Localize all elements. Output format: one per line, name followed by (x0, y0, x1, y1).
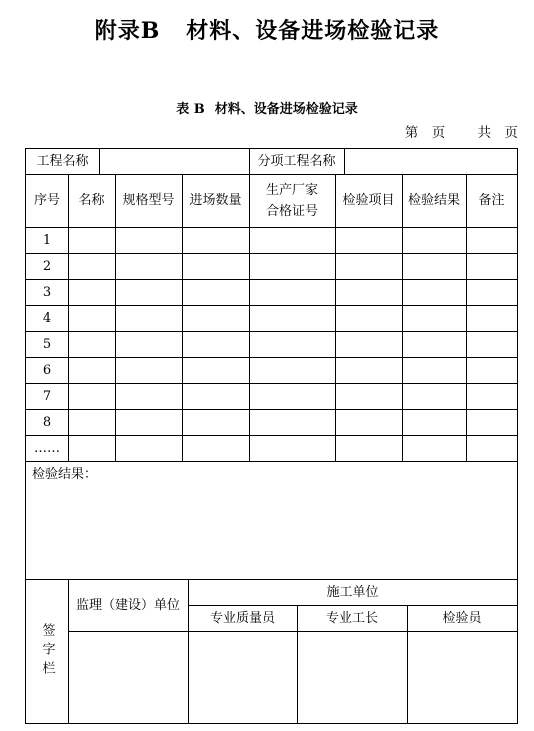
row-number: …… (34, 440, 60, 456)
grid-line (26, 383, 517, 384)
table-title-text: 材料、设备进场检验记录 (214, 102, 358, 117)
project-name-field[interactable] (99, 149, 249, 174)
project-name-label: 工程名称 (36, 154, 89, 169)
row-number: 3 (42, 284, 52, 300)
row-number: 7 (42, 388, 52, 404)
column-header-name: 名称 (78, 193, 105, 208)
grid-line (26, 305, 517, 306)
grid-line (26, 253, 517, 254)
grid-line (26, 409, 517, 410)
column-header-spec-model: 规格型号 (122, 193, 175, 208)
column-header-serial: 序号 (33, 193, 60, 208)
inspection-record-table (25, 148, 518, 724)
appendix-title-text: 材料、设备进场检验记录 (186, 18, 440, 44)
sub-project-name-label: 分项工程名称 (257, 154, 336, 169)
supervision-signature-field[interactable] (68, 631, 188, 723)
signature-section-text: 签字栏 (39, 622, 55, 680)
quality-officer-label: 专业质量员 (209, 610, 275, 626)
row-number: 5 (42, 336, 52, 352)
supervision-unit-label: 监理（建设）单位 (75, 597, 180, 613)
row-number: 8 (42, 414, 52, 430)
grid-line (26, 227, 517, 228)
column-header-inspection-item: 检验项目 (342, 193, 395, 208)
grid-line (26, 279, 517, 280)
column-header-manufacturer-cert: 生产厂家 合格证号 (265, 182, 318, 219)
appendix-title (0, 14, 534, 45)
inspector-label: 检验员 (442, 610, 482, 626)
grid-line (26, 331, 517, 332)
construction-unit-label: 施工单位 (326, 584, 379, 600)
grid-line (26, 357, 517, 358)
inspection-result-area[interactable] (26, 487, 517, 579)
row-number: 4 (42, 310, 52, 326)
page-info (377, 121, 518, 141)
inspector-signature-field[interactable] (407, 631, 517, 723)
quality-officer-signature-field[interactable] (188, 631, 297, 723)
inspection-result-label: 检验结果： (32, 466, 98, 482)
signature-section-label (26, 579, 68, 723)
appendix-title-prefix: 附录B (94, 18, 161, 44)
row-number: 2 (42, 258, 52, 274)
row-number: 1 (42, 232, 52, 248)
row-number: 6 (42, 362, 52, 378)
sub-project-name-field[interactable] (344, 149, 517, 174)
table-title (0, 98, 534, 117)
column-header-inspection-result: 检验结果 (407, 193, 460, 208)
grid-line (26, 435, 517, 436)
column-header-remarks: 备注 (478, 193, 505, 208)
foreman-signature-field[interactable] (297, 631, 407, 723)
page-number-label: 第 页 (404, 125, 446, 141)
table-title-prefix: 表 B (176, 102, 205, 117)
column-header-quantity: 进场数量 (189, 193, 242, 208)
page-total-label: 共 页 (477, 125, 518, 141)
foreman-label: 专业工长 (325, 610, 378, 626)
